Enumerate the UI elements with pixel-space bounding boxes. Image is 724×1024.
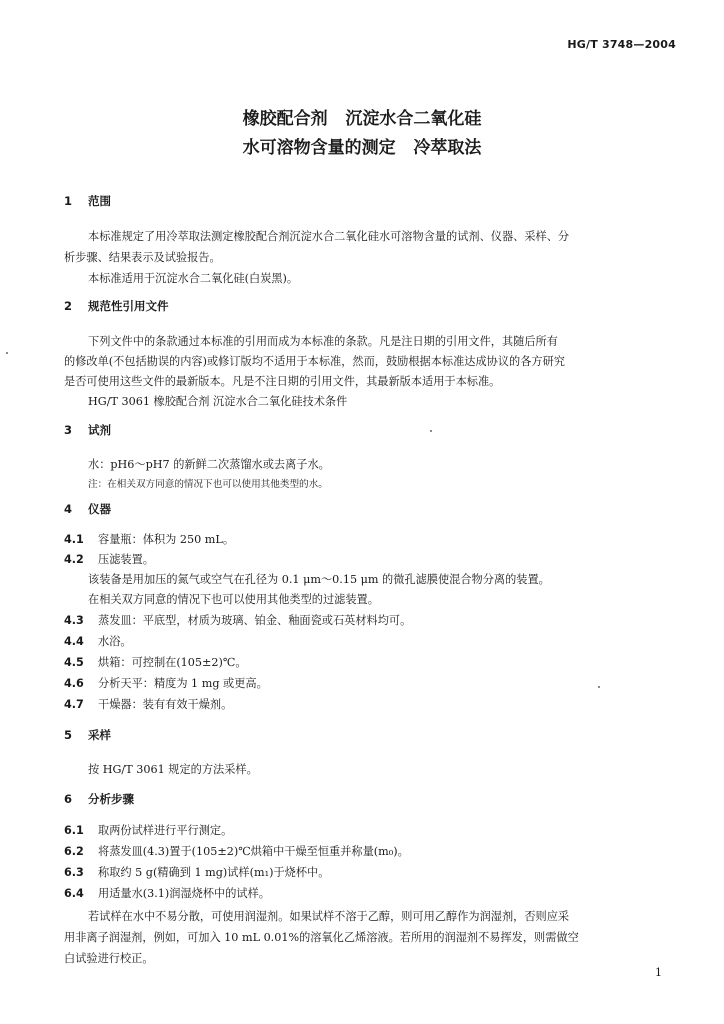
- section-number: 1: [64, 194, 73, 208]
- section-2-heading: [64, 298, 169, 314]
- section-number: 6: [64, 792, 73, 806]
- section-title: 试剂: [88, 423, 111, 437]
- section-number: 5: [64, 728, 73, 742]
- section-title: 范围: [88, 194, 111, 208]
- subclause-4-3: 4.3 蒸发皿：平底型，材质为玻璃、铂金、釉面瓷或石英材料均可。: [64, 614, 412, 627]
- normative-reference: HG/T 3061 橡胶配合剂 沉淀水合二氧化硅技术条件: [88, 395, 348, 408]
- subclause-4-7: 4.7 干燥器：装有有效干燥剂。: [64, 698, 233, 711]
- section-6-heading: [64, 791, 134, 807]
- paragraph-line: 用非离子润湿剂，例如，可加入 10 mL 0.01%的溶氧化乙烯溶液。若所用的润湿剂不易挥发，则需做空: [64, 931, 579, 944]
- section-title: 规范性引用文件: [88, 299, 169, 313]
- subclause-4-2: 4.2 压滤装置。: [64, 553, 154, 566]
- subclause-6-1: 6.1 取两份试样进行平行测定。: [64, 824, 233, 837]
- subclause-6-2: 6.2 将蒸发皿(4.3)置于(105±2)℃烘箱中干燥至恒重并称量(m₀)。: [64, 845, 409, 858]
- paragraph-line: 的修改单(不包括勘误的内容)或修订版均不适用于本标准，然而，鼓励根据本标准达成协议的各方研究: [64, 355, 565, 368]
- subclause-4-1: 4.1 容量瓶：体积为 250 mL。: [64, 533, 235, 546]
- section-number: 3: [64, 423, 73, 437]
- paragraph-line: 在相关双方同意的情况下也可以使用其他类型的过滤装置。: [88, 593, 379, 606]
- section-5-heading: [64, 727, 111, 743]
- scan-speck: [598, 686, 600, 688]
- paragraph-line: 是否可使用这些文件的最新版本。凡是不注日期的引用文件，其最新版本适用于本标准。: [64, 375, 501, 388]
- paragraph-line: 水：pH6～pH7 的新鲜二次蒸馏水或去离子水。: [88, 458, 330, 471]
- page-number: 1: [655, 966, 662, 979]
- scan-speck: [6, 352, 8, 354]
- subclause-4-4: 4.4 水浴。: [64, 635, 132, 648]
- section-4-heading: [64, 501, 111, 517]
- standard-code: HG/T 3748—2004: [567, 38, 676, 51]
- document-title-line-1: 橡胶配合剂 沉淀水合二氧化硅: [242, 109, 482, 129]
- paragraph-line: 下列文件中的条款通过本标准的引用而成为本标准的条款。凡是注日期的引用文件，其随后所有: [88, 335, 558, 348]
- paragraph-line: 本标准适用于沉淀水合二氧化硅(白炭黑)。: [88, 272, 299, 285]
- subclause-4-6: 4.6 分析天平：精度为 1 mg 或更高。: [64, 677, 268, 690]
- scan-speck: [430, 430, 432, 432]
- subclause-6-4: 6.4 用适量水(3.1)润湿烧杯中的试样。: [64, 887, 270, 900]
- section-title: 分析步骤: [88, 792, 134, 806]
- subclause-4-5: 4.5 烘箱：可控制在(105±2)℃。: [64, 656, 247, 669]
- paragraph-line: 若试样在水中不易分散，可使用润湿剂。如果试样不溶于乙醇，则可用乙醇作为润湿剂，否则应采: [88, 910, 570, 923]
- paragraph-line: 析步骤、结果表示及试验报告。: [64, 251, 221, 264]
- paragraph-line: 该装备是用加压的氮气或空气在孔径为 0.1 μm～0.15 μm 的微孔滤膜使混合物分离的装置。: [88, 573, 550, 586]
- subclause-6-3: 6.3 称取约 5 g(精确到 1 mg)试样(m₁)于烧杯中。: [64, 866, 330, 879]
- section-3-heading: [64, 422, 111, 438]
- paragraph-line: 白试验进行校正。: [64, 952, 154, 965]
- paragraph-line: 按 HG/T 3061 规定的方法采样。: [88, 763, 258, 776]
- section-title: 采样: [88, 728, 111, 742]
- section-number: 2: [64, 299, 73, 313]
- paragraph-line: 本标准规定了用冷萃取法测定橡胶配合剂沉淀水合二氧化硅水可溶物含量的试剂、仪器、采样、分: [88, 230, 570, 243]
- document-title-line-2: 水可溶物含量的测定 冷萃取法: [242, 138, 482, 158]
- note: 注：在相关双方同意的情况下也可以使用其他类型的水。: [88, 479, 328, 490]
- section-1-heading: [64, 193, 111, 209]
- section-number: 4: [64, 502, 73, 516]
- section-title: 仪器: [88, 502, 111, 516]
